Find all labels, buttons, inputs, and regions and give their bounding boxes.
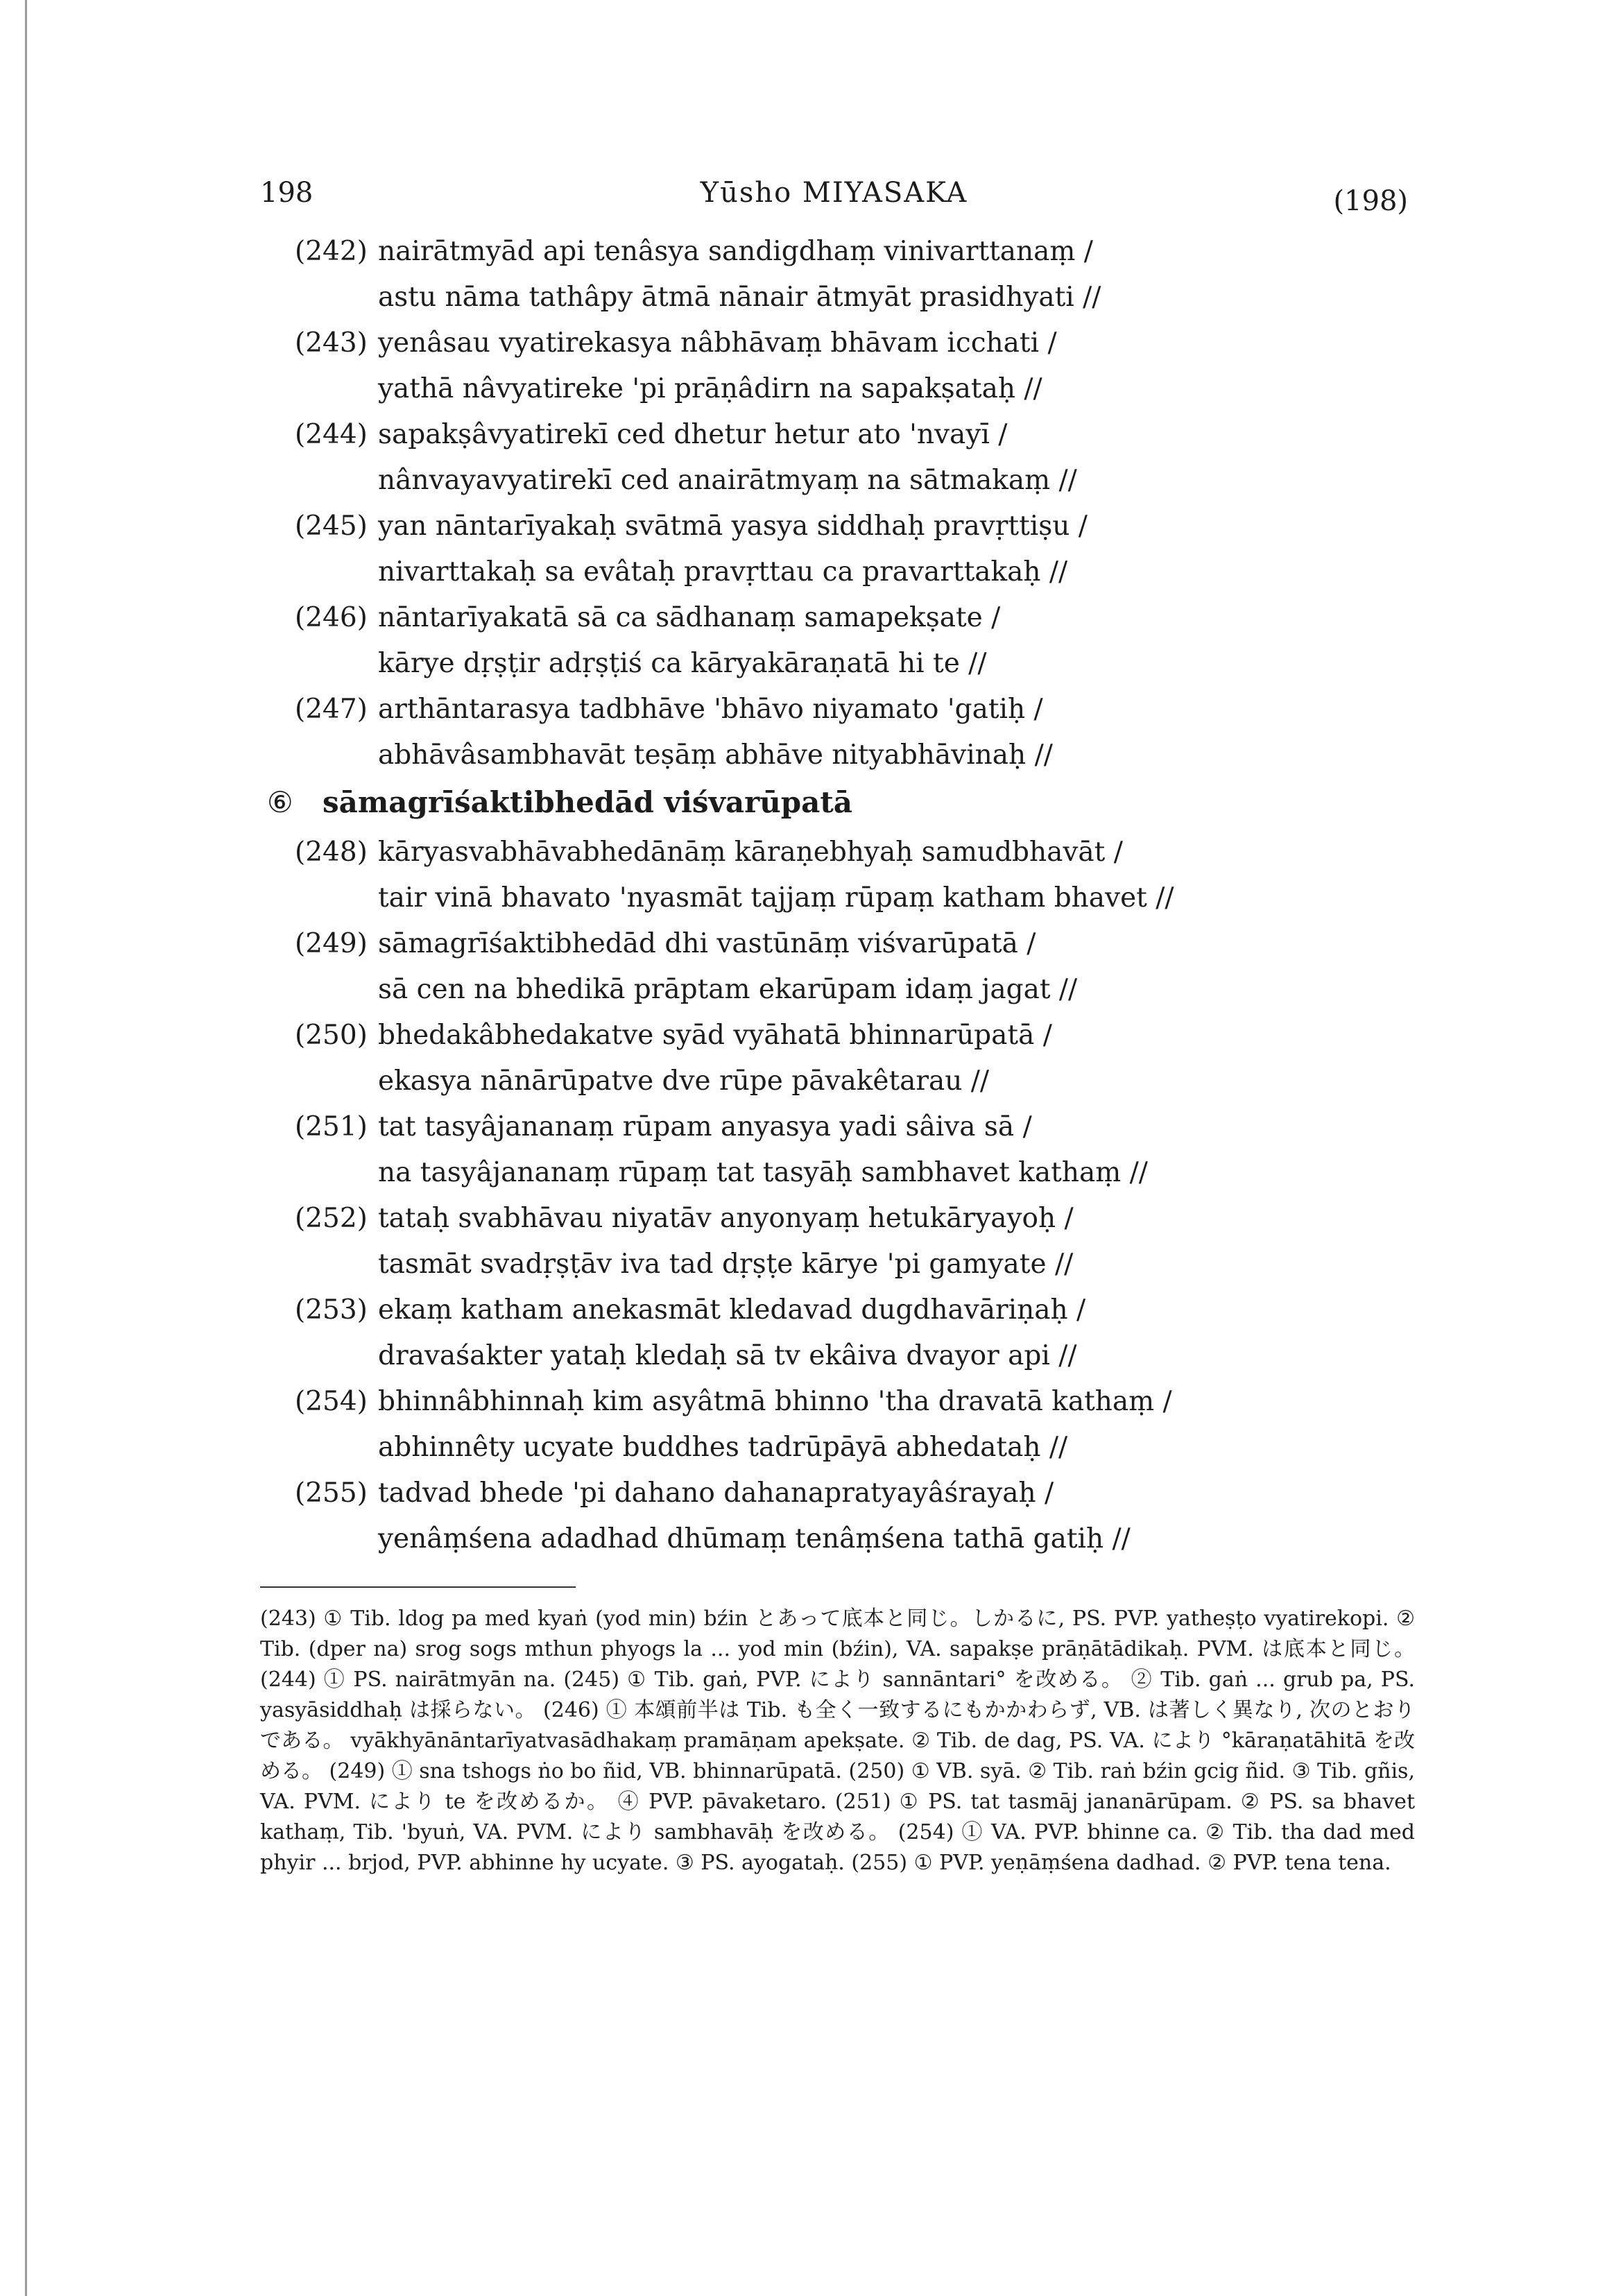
verse-line: abhāvâsambhavāt teṣāṃ abhāve nityabhāvinaḥ // bbox=[378, 739, 1053, 771]
verse-line: abhinnêty ucyate buddhes tadrūpāyā abhedataḥ // bbox=[378, 1432, 1068, 1463]
verse-251 bbox=[295, 1104, 1474, 1196]
verse-line: dravaśakter yataḥ kledaḥ sā tv ekâiva dvayor api // bbox=[378, 1340, 1077, 1371]
verse-line: bhinnâbhinnaḥ kim asyâtmā bhinno 'tha dravatā kathaṃ / bbox=[378, 1386, 1172, 1417]
verse-line: yan nāntarīyakaḥ svātmā yasya siddhaḥ pravṛttiṣu / bbox=[378, 511, 1088, 542]
verse-line: arthāntarasya tadbhāve 'bhāvo niyamato 'gatiḥ / bbox=[378, 694, 1043, 725]
verse-block bbox=[267, 229, 1474, 1562]
section-title: sāmagrīśaktibhedād viśvarūpatā bbox=[323, 785, 852, 819]
verse-number: (248) bbox=[295, 837, 368, 868]
verse-number: (255) bbox=[295, 1477, 368, 1509]
verse-250 bbox=[295, 1013, 1474, 1104]
verse-line: nânvayavyatirekī ced anairātmyaṃ na sātmakaṃ // bbox=[378, 465, 1077, 496]
verse-245 bbox=[295, 504, 1474, 595]
verse-line: tat tasyâjananaṃ rūpam anyasya yadi sâiva sā / bbox=[378, 1111, 1032, 1142]
verse-246 bbox=[295, 595, 1474, 687]
verse-line: yenâṃśena adadhad dhūmaṃ tenâṃśena tathā gatiḥ // bbox=[378, 1523, 1131, 1554]
verse-line: tair vinā bhavato 'nyasmāt tajjaṃ rūpaṃ katham bhavet // bbox=[378, 882, 1174, 914]
page-number-bracketed: (198) bbox=[1333, 185, 1408, 217]
verse-line: bhedakâbhedakatve syād vyāhatā bhinnarūpatā / bbox=[378, 1020, 1052, 1051]
page-header bbox=[260, 177, 1408, 219]
verse-254 bbox=[295, 1379, 1474, 1471]
verse-252 bbox=[295, 1196, 1474, 1287]
verse-line: sapakṣâvyatirekī ced dhetur hetur ato 'nvayī / bbox=[378, 419, 1008, 450]
verse-244 bbox=[295, 412, 1474, 504]
verse-number: (251) bbox=[295, 1111, 368, 1142]
page-edge-line bbox=[25, 0, 27, 2296]
verse-248 bbox=[295, 830, 1474, 921]
verse-number: (242) bbox=[295, 236, 368, 267]
verse-253 bbox=[295, 1287, 1474, 1379]
verse-line: nāntarīyakatā sā ca sādhanaṃ samapekṣate / bbox=[378, 602, 1001, 633]
verse-number: (247) bbox=[295, 694, 368, 725]
verse-line: tadvad bhede 'pi dahano dahanapratyayâśrayaḥ / bbox=[378, 1477, 1054, 1509]
verse-line: sāmagrīśaktibhedād dhi vastūnāṃ viśvarūpatā / bbox=[378, 928, 1036, 959]
verse-number: (252) bbox=[295, 1203, 368, 1234]
verse-line: tataḥ svabhāvau niyatāv anyonyaṃ hetukāryayoḥ / bbox=[378, 1203, 1074, 1234]
footnotes bbox=[260, 1604, 1415, 1878]
verse-247 bbox=[295, 687, 1474, 778]
running-title: Yūsho MIYASAKA bbox=[700, 177, 968, 209]
verse-line: nivarttakaḥ sa evâtaḥ pravṛttau ca pravarttakaḥ // bbox=[378, 556, 1068, 588]
verse-line: ekasya nānārūpatve dve rūpe pāvakêtarau // bbox=[378, 1065, 990, 1097]
verse-243 bbox=[295, 320, 1474, 412]
verse-line: kārye dṛṣṭir adṛṣṭiś ca kāryakāraṇatā hi te // bbox=[378, 648, 987, 679]
verse-line: ekaṃ katham anekasmāt kledavad dugdhavāriṇaḥ / bbox=[378, 1294, 1086, 1326]
verse-number: (250) bbox=[295, 1020, 368, 1051]
verse-line: na tasyâjananaṃ rūpaṃ tat tasyāḥ sambhavet kathaṃ // bbox=[378, 1157, 1148, 1188]
verse-line: kāryasvabhāvabhedānāṃ kāraṇebhyaḥ samudbhavāt / bbox=[378, 837, 1123, 868]
verse-number: (244) bbox=[295, 419, 368, 450]
verse-number: (249) bbox=[295, 928, 368, 959]
verse-number: (245) bbox=[295, 511, 368, 542]
verse-line: astu nāma tathâpy ātmā nānair ātmyāt prasidhyati // bbox=[378, 282, 1101, 313]
section-marker: ⑥ bbox=[267, 785, 293, 819]
verse-line: yenâsau vyatirekasya nâbhāvaṃ bhāvam icchati / bbox=[378, 327, 1057, 359]
page-number: 198 bbox=[260, 177, 314, 209]
footnote-rule bbox=[260, 1586, 576, 1588]
verse-number: (243) bbox=[295, 327, 368, 359]
verse-line: sā cen na bhedikā prāptam ekarūpam idaṃ jagat // bbox=[378, 974, 1078, 1005]
verse-line: yathā nâvyatireke 'pi prāṇâdirn na sapakṣataḥ // bbox=[378, 373, 1042, 404]
verse-242 bbox=[295, 229, 1474, 320]
verse-249 bbox=[295, 921, 1474, 1013]
verse-line: tasmāt svadṛṣṭāv iva tad dṛṣṭe kārye 'pi gamyate // bbox=[378, 1249, 1074, 1280]
verse-number: (253) bbox=[295, 1294, 368, 1326]
verse-number: (246) bbox=[295, 602, 368, 633]
footnote-text: (243) ① Tib. ldog pa med kyaṅ (yod min) bźin とあって底本と同じ。しかるに, PS. PVP. yatheṣṭo vyatirekopi. ② Tib. (dper na) srog sogs mthun phyogs la ... yod min (bźin), VA. sapakṣe prāṇātādikaḥ. PVM. は底本と同じ。 (244) ① PS. nairātmyān na. (245) ① Tib. gaṅ, PVP. により sannāntari° を改める。 ② Tib. gaṅ ... grub pa, PS. yasyāsiddhaḥ は採らない。 (246) ① 本頌前半は Tib. も全く一致するにもかかわらず, VB. は著しく異なり, 次のとおりである。 vyākhyānāntarīyatvasādhakaṃ pramāṇam apekṣate. ② Tib. de dag, PS. VA. により °kāraṇatāhitā を改める。 (249) ① sna tshogs ṅo bo ñid, VB. bhinnarūpatā. (250) ① VB. syā. ② Tib. raṅ bźin gcig ñid. ③ Tib. gñis, VA. PVM. により te を改めるか。 ④ PVP. pāvaketaro. (251) ① PS. tat tasmāj jananārūpam. ② PS. sa bhavet kathaṃ, Tib. 'byuṅ, VA. PVM. により sambhavāḥ を改める。 (254) ① VA. PVP. bhinne ca. ② Tib. tha dad med phyir ... brjod, PVP. abhinne hy ucyate. ③ PS. ayogataḥ. (255) ① PVP. yeṇāṃśena dadhad. ② PVP. tena tena. bbox=[260, 1607, 1415, 1875]
verse-line: nairātmyād api tenâsya sandigdhaṃ vinivarttanaṃ / bbox=[378, 236, 1093, 267]
verse-255 bbox=[295, 1471, 1474, 1562]
section-heading bbox=[267, 778, 1474, 827]
verse-number: (254) bbox=[295, 1386, 368, 1417]
